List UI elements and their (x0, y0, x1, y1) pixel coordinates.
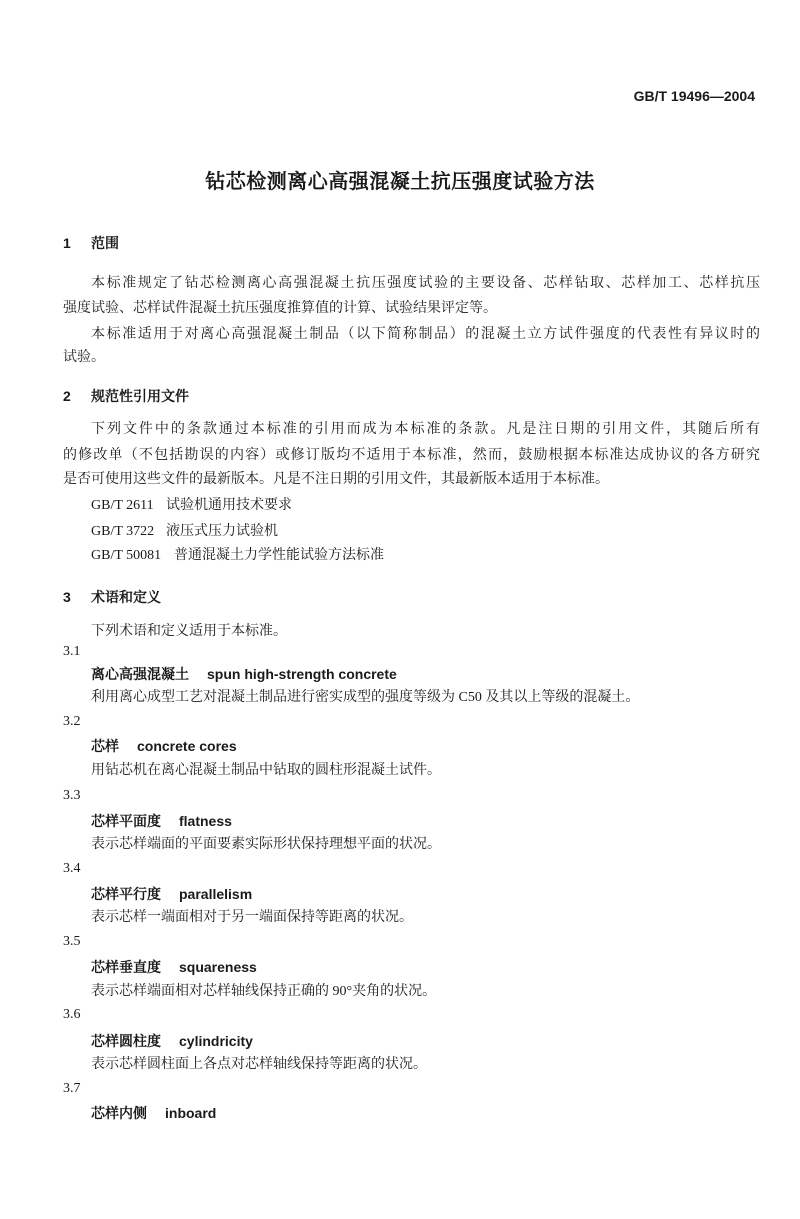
paragraph-line: 强度试验、芯样试件混凝土抗压强度推算值的计算、试验结果评定等。 (63, 301, 497, 316)
term-definition: 用钻芯机在离心混凝土制品中钻取的圆柱形混凝土试件。 (91, 763, 441, 778)
section-title: 范围 (91, 235, 119, 251)
term-definition: 表示芯样圆柱面上各点对芯样轴线保持等距离的状况。 (91, 1057, 427, 1072)
term-definition: 利用离心成型工艺对混凝土制品进行密实成型的强度等级为 C50 及其以上等级的混凝土。 (91, 690, 640, 705)
term-zh: 芯样 (91, 738, 119, 754)
term-zh: 芯样圆柱度 (91, 1033, 161, 1049)
term-zh: 芯样内侧 (91, 1105, 147, 1121)
section-title: 术语和定义 (91, 589, 161, 605)
term-number: 3.7 (63, 1081, 81, 1096)
paragraph-line: 试验。 (63, 350, 105, 365)
term-en: concrete cores (137, 738, 237, 754)
section-heading (63, 588, 161, 606)
section-number: 1 (63, 235, 71, 251)
term-zh: 芯样垂直度 (91, 959, 161, 975)
reference-item (91, 523, 278, 541)
term-en: parallelism (179, 886, 253, 902)
term-zh: 离心高强混凝土 (91, 666, 189, 682)
term-number: 3.3 (63, 788, 81, 803)
standard-number: GB/T 19496—2004 (633, 88, 755, 104)
term-en: squareness (179, 959, 257, 975)
term-en: spun high-strength concrete (207, 666, 397, 682)
paragraph-line: 是否可使用这些文件的最新版本。凡是不注日期的引用文件，其最新版本适用于本标准。 (63, 472, 609, 487)
reference-code: GB/T 50081 (91, 548, 162, 563)
term-en: inboard (165, 1105, 217, 1121)
section-heading (63, 234, 119, 252)
term-heading (91, 737, 237, 755)
reference-code: GB/T 2611 (91, 498, 154, 513)
term-number: 3.6 (63, 1007, 81, 1022)
reference-item (91, 497, 292, 515)
paragraph-line: 本标准适用于对离心高强混凝土制品（以下简称制品）的混凝土立方试件强度的代表性有异议时的 (91, 327, 760, 342)
section-heading (63, 387, 189, 405)
term-en: flatness (179, 813, 232, 829)
reference-title: 普通混凝土力学性能试验方法标准 (174, 548, 384, 563)
reference-title: 液压式压力试验机 (166, 524, 278, 539)
paragraph-line: 下列文件中的条款通过本标准的引用而成为本标准的条款。凡是注日期的引用文件，其随后所有 (91, 422, 760, 437)
term-number: 3.4 (63, 861, 81, 876)
section-number: 3 (63, 589, 71, 605)
term-definition: 表示芯样一端面相对于另一端面保持等距离的状况。 (91, 910, 413, 925)
term-heading (91, 1032, 253, 1050)
term-zh: 芯样平行度 (91, 886, 161, 902)
term-zh: 芯样平面度 (91, 813, 161, 829)
term-definition: 表示芯样端面相对芯样轴线保持正确的 90°夹角的状况。 (91, 984, 437, 999)
term-number: 3.1 (63, 644, 81, 659)
term-en: cylindricity (179, 1033, 253, 1049)
term-heading (91, 812, 232, 830)
section-intro: 下列术语和定义适用于本标准。 (91, 624, 287, 639)
term-heading (91, 665, 397, 683)
reference-title: 试验机通用技术要求 (166, 498, 292, 513)
term-definition: 表示芯样端面的平面要素实际形状保持理想平面的状况。 (91, 837, 441, 852)
term-heading (91, 958, 257, 976)
section-number: 2 (63, 388, 71, 404)
term-heading (91, 885, 252, 903)
term-heading (91, 1104, 216, 1122)
paragraph-line: 本标准规定了钻芯检测离心高强混凝土抗压强度试验的主要设备、芯样钻取、芯样加工、芯样抗压 (91, 276, 760, 291)
reference-code: GB/T 3722 (91, 524, 155, 539)
term-number: 3.5 (63, 934, 81, 949)
reference-item (91, 547, 384, 565)
section-title: 规范性引用文件 (91, 388, 189, 404)
term-number: 3.2 (63, 714, 81, 729)
document-title: 钻芯检测离心高强混凝土抗压强度试验方法 (205, 171, 595, 193)
paragraph-line: 的修改单（不包括勘误的内容）或修订版均不适用于本标准，然而，鼓励根据本标准达成协议的各方研究 (63, 448, 760, 463)
